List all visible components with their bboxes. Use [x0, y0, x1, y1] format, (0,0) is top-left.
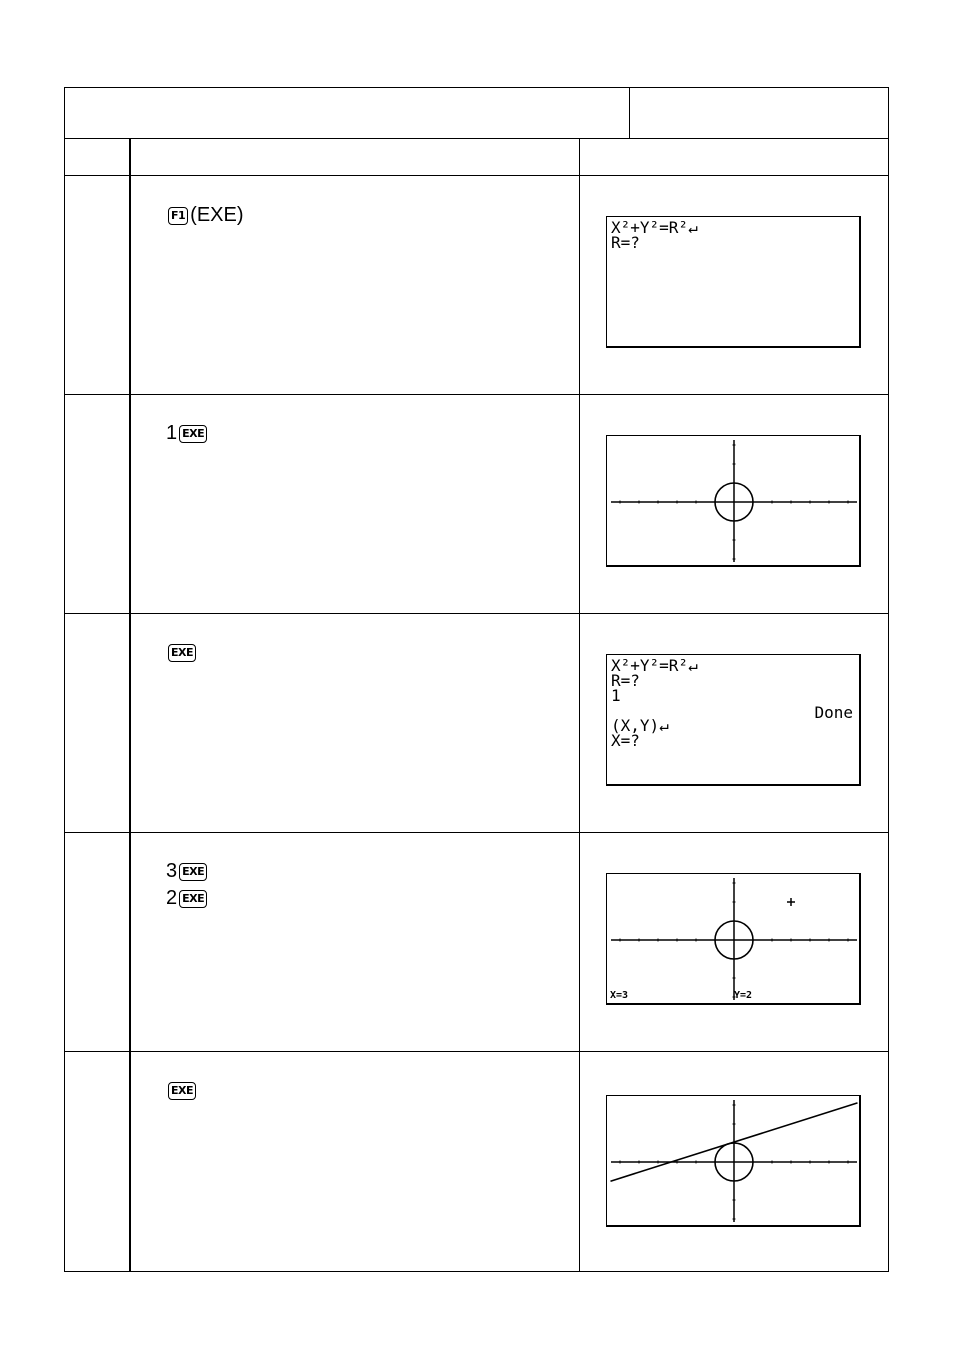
row-divider: [64, 394, 889, 395]
row-divider: [64, 613, 889, 614]
f1-key-icon: F1: [168, 207, 188, 225]
step-5-display: [606, 1095, 861, 1227]
lcd-text: X²+Y²=R²↵ R=? 1 (X,Y)↵ X=?: [611, 656, 698, 750]
step-1-display: [606, 216, 861, 348]
step-5-keys: [166, 1077, 198, 1104]
step-3-keys: [166, 639, 198, 666]
step-1-keys: F1 (EXE): [166, 202, 244, 229]
row-divider: [64, 1051, 889, 1052]
exe-key-icon: EXE: [179, 425, 207, 443]
graph-view: [607, 1096, 860, 1226]
exe-key-icon: EXE: [179, 890, 207, 908]
graph-view: [607, 874, 860, 1004]
exe-key-icon: EXE: [168, 1082, 196, 1100]
exe-key-icon: EXE: [168, 644, 196, 662]
header-divider-1: [64, 138, 889, 139]
step-column-divider: [129, 138, 131, 1272]
step-2-display: [606, 435, 861, 567]
x-readout: X=3: [610, 990, 629, 1001]
step-4-display: [606, 873, 861, 1005]
header-title-divider: [629, 87, 630, 138]
step-2-keys: 1 EXE: [166, 420, 209, 447]
step-4-keys: 3 EXE 2 EXE: [166, 858, 209, 912]
display-column-divider: [579, 138, 580, 1272]
step-3-display: [606, 654, 861, 786]
header-divider-2: [64, 175, 889, 176]
y-readout: Y=2: [734, 990, 753, 1001]
exe-key-icon: EXE: [179, 863, 207, 881]
graph-view: [607, 436, 860, 566]
done-label: Done: [814, 703, 853, 722]
lcd-text: X²+Y²=R²↵ R=?: [611, 218, 698, 252]
row-divider: [64, 832, 889, 833]
